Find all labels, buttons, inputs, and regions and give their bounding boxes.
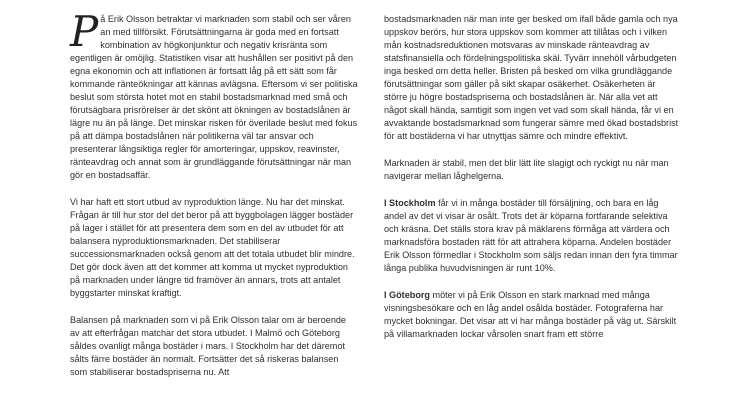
intro-paragraph-text: å Erik Olsson betraktar vi marknaden som stabil och ser våren an med tillförsikt. Förutsättningarna är goda med en fortsatt kombination av högkonjunktur och negativ krisränta som egentligen är omöjlig. Statistiken visar att hushållen ser positivt på den egna ekonomin och att inflationen är fortsatt låg på ett sätt som får kommande ränteökningar att kännas avlägsna. Eftersom vi ser politiska beslut som största hotet mot en stabil bostadsmarknad med små och förutsägbara prisrörelser är det skönt att ökningen av bostadslånen är lägre nu än på länge. Det minskar risken för överilade beslut med fokus på att dämpa bostadslånen när politikerna väl tar ansvar och presenterar långsiktiga regler för amorteringar, uppskov, reavinster, ränteavdrag och annat som är grundläggande förutsättningar när man gör en bostadsaffär. [70, 14, 358, 180]
right-column [384, 13, 680, 355]
paragraph-balans: Balansen på marknaden som vi på Erik Olsson talar om är beroende av att efterfrågan matchar det stora utbudet. I Malmö och Göteborg såldes ovanligt många bostäder i mars. I Stockholm har det däremot sålts färre bostäder än normalt. Fortsätter det så riskeras balansen som stabiliserar bostadspriserna nu. Att [70, 315, 346, 377]
stockholm-text: får vi in många bostäder till försäljning, och bara en låg andel av det vi visar är osålt. Trots det är köparna fortfarande selektiva och kräsna. Det ställs stora krav på mäklarens förmåga att värdera och marknadsföra bostaden rätt för att attrahera köparna. Andelen bostäder Erik Olsson förmedlar i Stockholm som säljs redan innan den fyra timmar långa publika huvudvisningen är runt 10%. [384, 198, 678, 273]
paragraph-stockholm [384, 197, 680, 275]
goteborg-lead: I Göteborg [384, 290, 430, 300]
stockholm-lead: I Stockholm [384, 198, 436, 208]
paragraph-stabil: Marknaden är stabil, men det blir lätt lite slagigt och ryckigt nu när man navigerar mellan låghelgerna. [384, 158, 669, 181]
paragraph-uppskov: bostadsmarknaden när man inte ger besked om ifall både gamla och nya uppskov berörs, hur stora uppskov som kommer att tillåtas och i vilken mån kostnadsreduktionen motsvaras av minskade ränteavdrag av statsfinansiella och fördelningspolitiska skäl. Tyvärr innehöll vårbudgeten inga besked om detta heller. Bristen på besked om vilka grundläggande förutsättningar som gäller på sikt skapar osäkerhet. Osäkerheten är större ju högre bostadspriserna och bostadslånen är. När alla vet att något skall hända, samtigit som ingen vet vad som skall hända, får vi en avvaktande bostadsmarknad som fungerar sämre med ökad bostadsbrist för att bostäderna vi har utnyttjas sämre och mindre effektivt. [384, 14, 679, 141]
goteborg-text: möter vi på Erik Olsson en stark marknad med många visningsbesökare och en låg andel osålda bostäder. Fotograferna har mycket bokningar. Det visar att vi har många bostäder på väg ut. Särskilt på villamarknaden lockar vårsolen snart fram ett större [384, 290, 677, 339]
paragraph-goteborg [384, 289, 680, 341]
drop-cap: P [70, 7, 99, 56]
paragraph-nyproduktion: Vi har haft ett stort utbud av nyproduktion länge. Nu har det minskat. Frågan är till hur stor del det beror på att byggbolagen lägger bostäder på lager i stället för att presentera dem som en del av utbudet för att balansera nyproduktionsmarknaden. Det stabiliserar successionsmarknaden också genom att det totala utbudet blir mindre. Det gör dock även att det kommer att komma ut mycket nyproduktion på marknaden under längre tid framöver än annars, trots att antalet byggstarter minskat kraftigt. [70, 197, 355, 298]
intro-paragraph [70, 7, 358, 182]
left-column [70, 7, 358, 393]
